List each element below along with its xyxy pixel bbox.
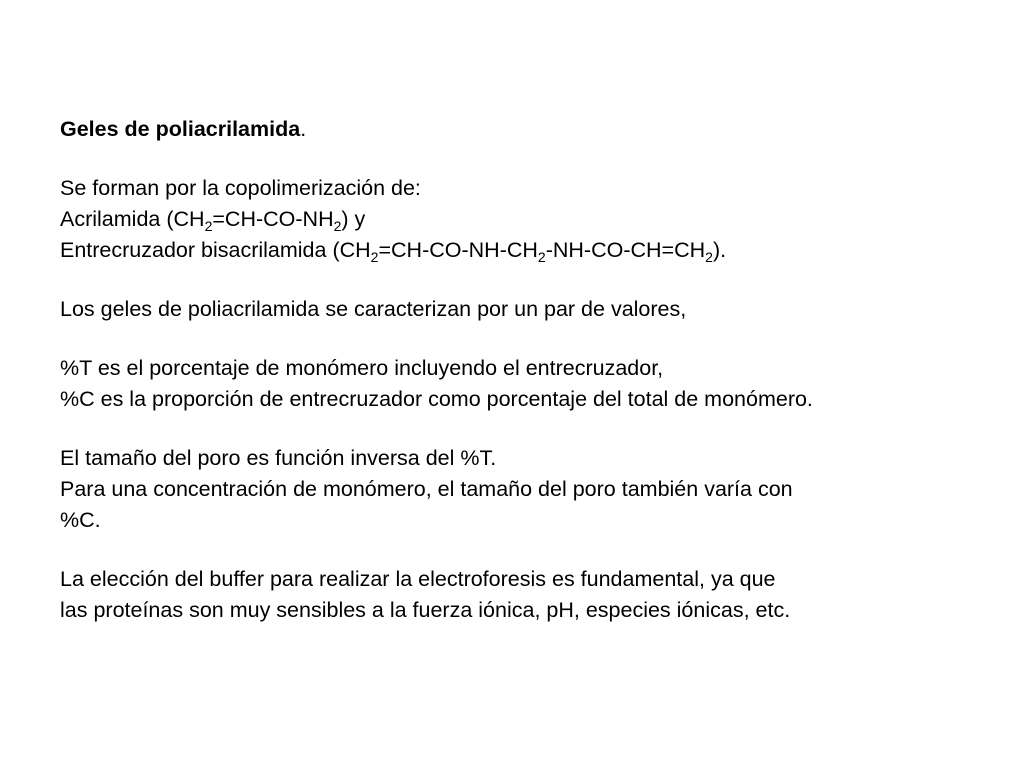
slide-title-bold: Geles de poliacrilamida <box>60 117 301 141</box>
bisacrylamide-formula-line <box>60 235 1000 266</box>
acrylamide-subscript-2: 2 <box>333 218 342 234</box>
pore-line-2: Para una concentración de monómero, el tamaño del poro también varía con <box>60 477 793 501</box>
acrylamide-text-b: =CH-CO-NH <box>212 207 334 231</box>
bisacrylamide-subscript-3: 2 <box>705 249 713 265</box>
acrylamide-text-c: ) y <box>341 207 366 231</box>
characterization-text: Los geles de poliacrilamida se caracterizan por un par de valores, <box>60 297 687 321</box>
slide-content <box>60 114 1000 626</box>
definition-t: %T es el porcentaje de monómero incluyendo el entrecruzador, <box>60 356 664 380</box>
bisacrylamide-text-b: =CH-CO-NH-CH <box>378 238 538 262</box>
spacer <box>60 415 1000 443</box>
acrylamide-subscript-1: 2 <box>204 218 213 234</box>
formation-intro: Se forman por la copolimerización de: <box>60 176 421 200</box>
bisacrylamide-text-d: ). <box>712 238 727 262</box>
slide-title-period: . <box>300 117 307 141</box>
spacer <box>60 266 1000 294</box>
acrylamide-text-a: Acrilamida (CH <box>60 207 205 231</box>
buffer-line-2: las proteínas son muy sensibles a la fuerza iónica, pH, especies iónicas, etc. <box>60 598 791 622</box>
bisacrylamide-subscript-2: 2 <box>537 249 546 265</box>
bisacrylamide-subscript-1: 2 <box>370 249 379 265</box>
buffer-line-1: La elección del buffer para realizar la electroforesis es fundamental, ya que <box>60 567 776 591</box>
definition-c: %C es la proporción de entrecruzador como porcentaje del total de monómero. <box>60 387 813 411</box>
bisacrylamide-text-a: Entrecruzador bisacrilamida (CH <box>60 238 371 262</box>
acrylamide-formula-line <box>60 204 1000 235</box>
spacer <box>60 145 1000 173</box>
bisacrylamide-text-c: -NH-CO-CH=CH <box>545 238 706 262</box>
slide-title <box>60 114 1000 145</box>
pore-line-3: %C. <box>60 508 101 532</box>
spacer <box>60 325 1000 353</box>
pore-line-1: El tamaño del poro es función inversa del %T. <box>60 446 497 470</box>
spacer <box>60 536 1000 564</box>
